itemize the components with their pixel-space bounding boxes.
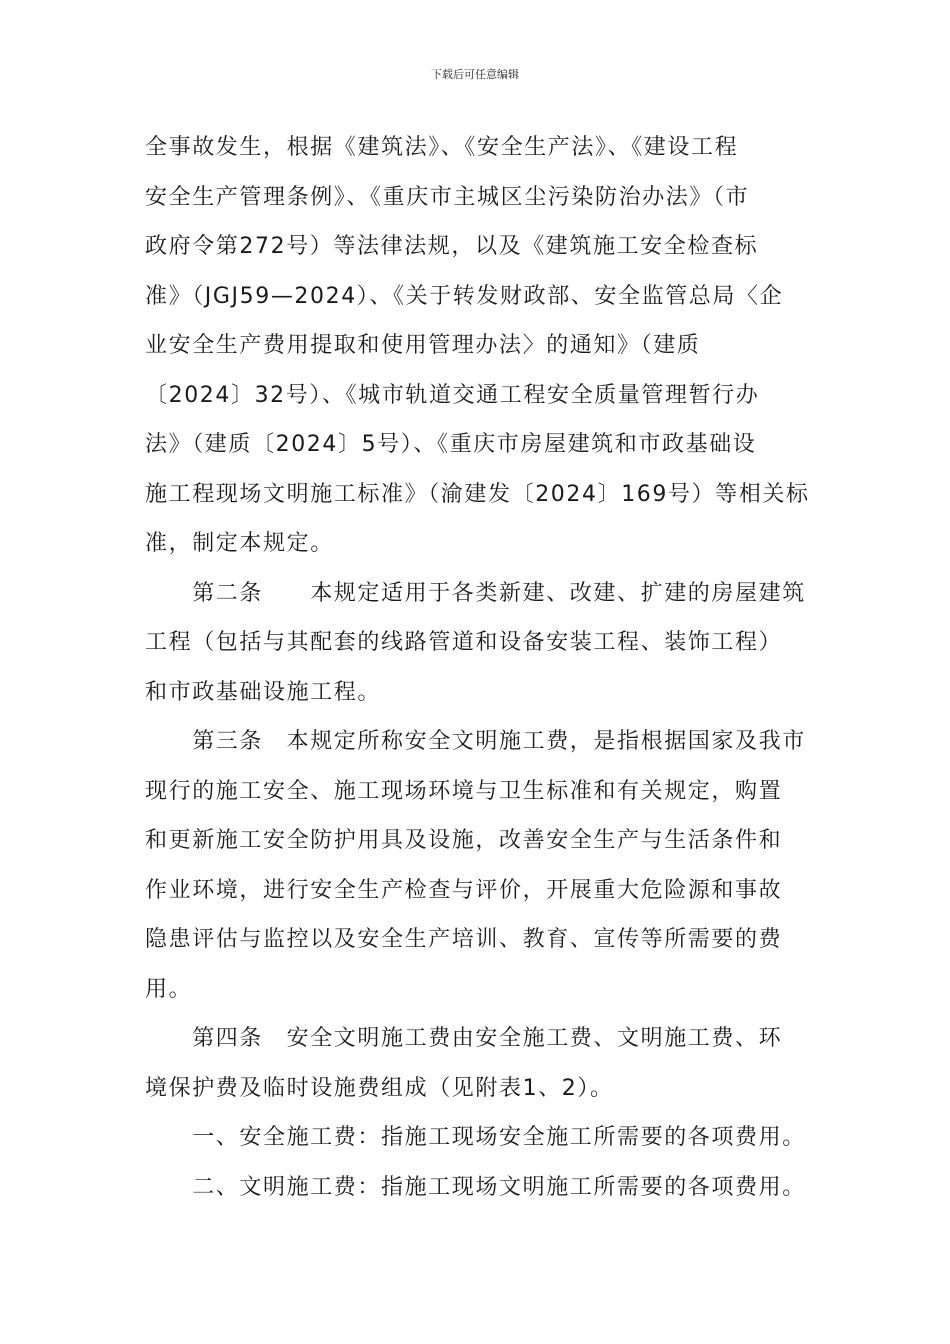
body-line: 〔2024〕32号）、《城市轨道交通工程安全质量管理暂行办 bbox=[145, 382, 760, 408]
body-line: 隐患评估与监控以及安全生产培训、教育、宣传等所需要的费 bbox=[145, 927, 783, 952]
body-line: 现行的施工安全、施工现场环境与卫生标准和有关规定，购置 bbox=[145, 778, 783, 804]
body-line: 工程（包括与其配套的线路管道和设备安装工程、装饰工程） bbox=[145, 630, 783, 655]
body-line: 业安全生产费用提取和使用管理办法〉的通知》（建质 bbox=[145, 333, 701, 358]
body-line: 准》（JGJ59—2024）、《关于转发财政部、安全监管总局〈企 bbox=[145, 283, 784, 309]
body-line: 用。 bbox=[145, 976, 193, 1002]
article-4-line: 第四条 安全文明施工费由安全施工费、文明施工费、环 bbox=[145, 1026, 783, 1051]
body-line: 全事故发生，根据《建筑法》、《安全生产法》、《建设工程 bbox=[145, 135, 739, 160]
article-3-line: 第三条 本规定所称安全文明施工费，是指根据国家及我市 bbox=[145, 729, 806, 754]
body-line: 作业环境，进行安全生产检查与评价，开展重大危险源和事故 bbox=[145, 877, 783, 903]
item-2-line: 二、文明施工费：指施工现场文明施工所需要的各项费用。 bbox=[145, 1174, 806, 1200]
item-1-line: 一、安全施工费：指施工现场安全施工所需要的各项费用。 bbox=[145, 1125, 806, 1150]
body-line: 施工程现场文明施工标准》（渝建发〔2024〕169号）等相关标 bbox=[145, 481, 810, 507]
body-line: 和更新施工安全防护用具及设施，改善安全生产与生活条件和 bbox=[145, 828, 783, 853]
body-line: 和市政基础设施工程。 bbox=[145, 679, 382, 705]
article-2-line: 第二条 本规定适用于各类新建、改建、扩建的房屋建筑 bbox=[145, 580, 806, 606]
page-header: 下载后可任意编辑 bbox=[431, 68, 519, 81]
document-body bbox=[145, 130, 810, 1219]
body-line: 安全生产管理条例》、《重庆市主城区尘污染防治办法》（市 bbox=[145, 184, 750, 210]
body-line: 政府令第272号）等法律法规，以及《建筑施工安全检查标 bbox=[145, 234, 759, 259]
body-line: 法》（建质〔2024〕5号）、《重庆市房屋建筑和市政基础设 bbox=[145, 432, 757, 457]
body-line: 准，制定本规定。 bbox=[145, 531, 334, 556]
body-line: 境保护费及临时设施费组成（见附表1、2）。 bbox=[145, 1075, 614, 1101]
